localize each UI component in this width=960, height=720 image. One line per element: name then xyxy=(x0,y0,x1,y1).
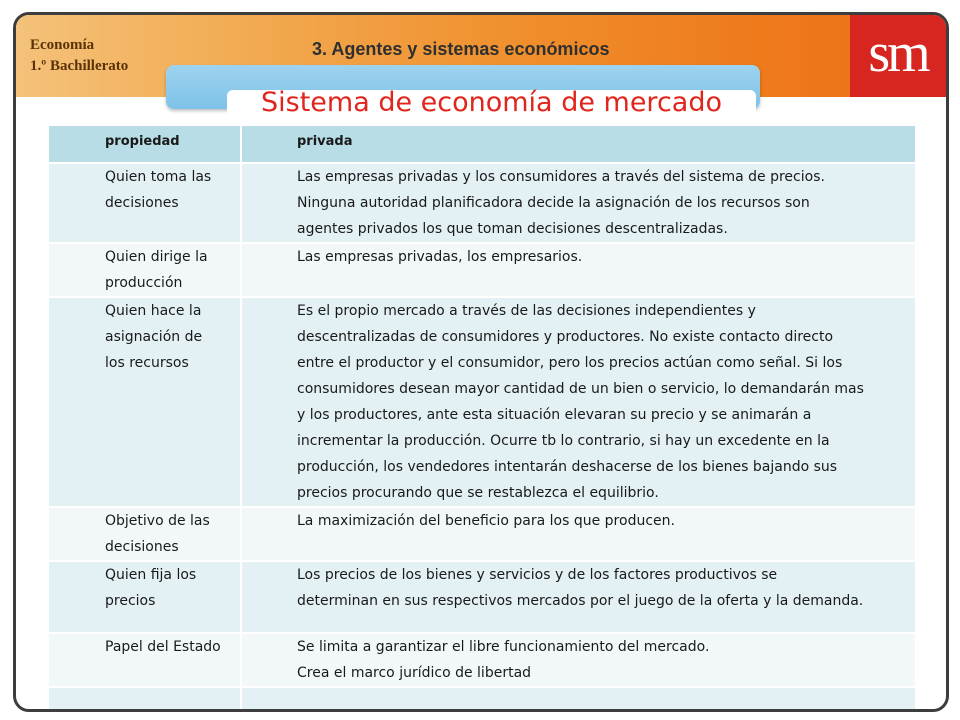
table-row xyxy=(49,297,916,507)
table-body xyxy=(49,163,916,712)
table-row xyxy=(49,561,916,633)
row-label-line: los recursos xyxy=(105,355,189,371)
row-value-line: precios procurando que se restablezca el equilibrio. xyxy=(297,485,659,501)
row-label-line: Quien toma las xyxy=(105,169,212,185)
row-value-line: consumidores desean mayor cantidad de un bien o servicio, lo demandarán mas xyxy=(297,381,864,397)
table-row xyxy=(49,687,916,712)
row-label-line: Quien hace la xyxy=(105,303,202,319)
table-row xyxy=(49,507,916,561)
row-label-line: decisiones xyxy=(105,539,179,555)
row-label-line: precios xyxy=(105,593,156,609)
row-label-cell xyxy=(49,243,241,297)
row-value-line: Ninguna autoridad planificadora decide la asignación de los recursos son xyxy=(297,195,810,211)
row-value-line: descentralizadas de consumidores y productores. No existe contacto directo xyxy=(297,329,834,345)
row-value-line: La maximización del beneficio para los que producen. xyxy=(297,513,675,529)
row-value-cell xyxy=(241,297,916,507)
unit-title: 3. Agentes y sistemas económicos xyxy=(312,39,610,59)
row-value-line: agentes privados los que toman decisiones descentralizadas. xyxy=(297,221,728,237)
row-value-line: Crea el marco jurídico de libertad xyxy=(297,665,532,681)
row-label-line: asignación de xyxy=(105,329,203,345)
table-row xyxy=(49,163,916,243)
sm-logo xyxy=(850,15,946,97)
header-cell-propiedad: propiedad xyxy=(49,126,241,163)
row-value-line: determinan en sus respectivos mercados por el juego de la oferta y la demanda. xyxy=(297,593,864,609)
row-label-line: decisiones xyxy=(105,195,179,211)
row-label-cell xyxy=(49,507,241,561)
row-value-cell xyxy=(241,633,916,687)
row-value-cell xyxy=(241,507,916,561)
row-label-cell xyxy=(49,633,241,687)
row-value-line: y los productores, ante esta situación elevaran su precio y se animarán a xyxy=(297,407,812,423)
row-label-cell xyxy=(49,561,241,633)
row-label-cell xyxy=(49,297,241,507)
row-value-line: Los precios de los bienes y servicios y de los factores productivos se xyxy=(297,567,778,583)
slide-frame xyxy=(13,12,949,712)
page-title: Sistema de economía de mercado xyxy=(260,87,722,118)
row-label-line: Objetivo de las xyxy=(105,513,210,529)
sm-logo-text: sm xyxy=(868,22,928,84)
row-value-line: Las empresas privadas, los empresarios. xyxy=(297,249,583,265)
row-label-line: Papel del Estado xyxy=(105,639,221,655)
table-row xyxy=(49,633,916,687)
row-label-line: Quien fija los xyxy=(105,567,197,583)
row-value-line: producción, los vendedores intentarán deshacerse de los bienes bajando sus xyxy=(297,459,838,475)
row-label-cell xyxy=(49,163,241,243)
row-value-cell xyxy=(241,561,916,633)
row-value-line: Se limita a garantizar el libre funcionamiento del mercado. xyxy=(297,639,710,655)
row-value-cell xyxy=(241,163,916,243)
row-value-line: Las empresas privadas y los consumidores a través del sistema de precios. xyxy=(297,169,825,185)
row-value-line: entre el productor y el consumidor, pero los precios actúan como señal. Si los xyxy=(297,355,843,371)
course-level: 1.º Bachillerato xyxy=(30,58,129,74)
row-value-line: Es el propio mercado a través de las decisiones independientes y xyxy=(297,303,756,319)
market-system-table xyxy=(49,126,917,712)
row-label-cell xyxy=(49,687,241,712)
row-label-line: Quien dirige la xyxy=(105,249,208,265)
row-label-line: producción xyxy=(105,275,183,291)
row-value-line: incrementar la producción. Ocurre tb lo contrario, si hay un excedente en la xyxy=(297,433,830,449)
row-value-cell xyxy=(241,687,916,712)
row-value-cell xyxy=(241,243,916,297)
table-header-row xyxy=(49,126,916,163)
header-cell-privada: privada xyxy=(241,126,916,163)
subject-name: Economía xyxy=(30,37,95,53)
table-row xyxy=(49,243,916,297)
subject-label xyxy=(30,35,170,77)
